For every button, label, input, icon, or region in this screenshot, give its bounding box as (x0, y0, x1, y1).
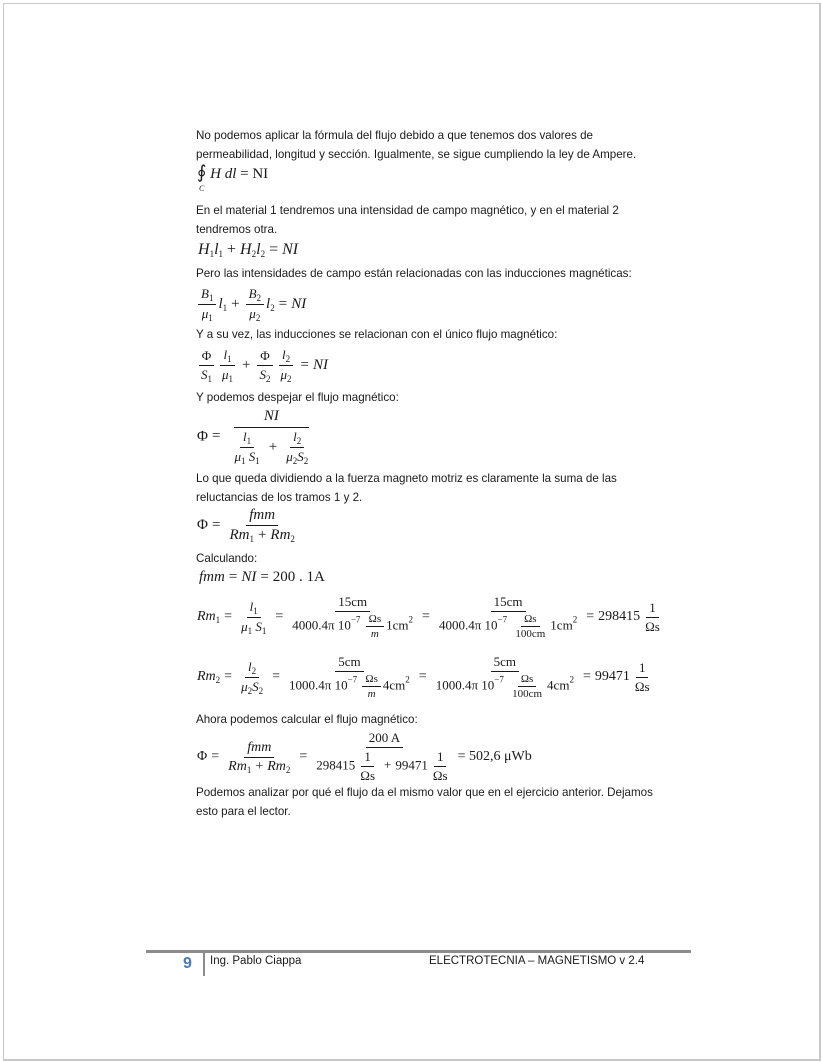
one: 1 (434, 749, 447, 767)
document-page (3, 3, 821, 1061)
equation-rm2: $Rm_2$ = $\frac{l_2}{\mu_2S_2}$ = 5cm 1000.4π $10^{-7}$ $\frac{\Omega s}{m}$ $4cm^2$ = 5cm 1000.4π $10^{-7}$ $\frac{\Omega s}{100cm}$ $4cm^2$ = 99471 $\frac{1}{\Omega s}$ (197, 654, 655, 700)
unit-100cm: 100cm (512, 688, 543, 700)
equation-fmm-value: fmm = NI = 200 . 1A (199, 569, 325, 585)
one: 1 (636, 660, 649, 678)
equation-phi-final: Φ = $\frac{\text{fmm}}{Rm_1 + Rm_2}$ = 200 A 298415 $\frac{1}{\Omega s}$ + 99471 $\frac{1}{\Omega s}$ = 502,6 μWb (197, 730, 532, 783)
fmm-result: 200 . 1A (272, 569, 325, 585)
rm2-factor-2: 1000.4π 10 (435, 677, 495, 693)
contour-label: C (199, 184, 205, 193)
rm2-exp: −7 (347, 674, 358, 685)
rm1-exp-2: −7 (497, 614, 508, 625)
phi-final-numerator: 200 A (366, 730, 403, 748)
rm1-length-2: 15cm (491, 594, 526, 612)
rm1-area: 1cm (386, 617, 409, 633)
footer-divider (146, 950, 691, 953)
rm2-exp-2: −7 (494, 674, 504, 685)
equation-rm1: $Rm_1$ = $\frac{l_1}{\mu_1 S_1}$ = 15cm 4000.4π $10^{-7}$ $\frac{\Omega s}{m}$ $1cm^2$ = 15cm 4000.4π $10^{-7}$ $\frac{\Omega s}{100cm}$ $1cm^2$ = 298415 $\frac{1}{\Omega s}$ (197, 594, 665, 640)
ohm-s: Ωs (521, 613, 539, 627)
paragraph-compute-flux: Ahora podemos calcular el flujo magnético: (196, 713, 418, 726)
paragraph-reluctance: Lo que queda dividiendo a la fuerza magneto motriz es claramente la suma de las reluctancias de los tramos 1 y 2. (196, 472, 617, 504)
ohm-s: Ωs (432, 768, 448, 783)
rm1-factor: 4000.4π 10 (292, 617, 351, 633)
equation-phi-over-s: $\frac{\Phi}{S_1}$ $\frac{l_1}{\mu_1}$ + $\frac{\Phi}{S_2}$ $\frac{l_2}{\mu_2}$ = NI (196, 347, 328, 384)
footer-document-title: ELECTROTECNIA – MAGNETISMO v 2.4 (429, 955, 645, 967)
one: 1 (361, 749, 374, 767)
paragraph-intro: No podemos aplicar la fórmula del flujo debido a que tenemos dos valores de permeabilidad, longitud y sección. Igualmente, se sigue cumpliendo la ley de Ampere. (196, 129, 637, 161)
paragraph-flux-relation: Y a su vez, las inducciones se relacionan con el único flujo magnético: (196, 328, 558, 341)
footer-separator (203, 952, 205, 976)
ohm-s: Ωs (362, 673, 380, 687)
paragraph-solve-flux: Y podemos despejar el flujo magnético: (196, 391, 399, 404)
rm2-length: 5cm (335, 654, 363, 672)
rm1-result: 298415 (598, 609, 641, 625)
ohm-s: Ωs (634, 678, 650, 694)
rm2-area: 4cm (382, 677, 406, 693)
equation-rhs: = NI (240, 166, 269, 182)
page-number: 9 (183, 955, 192, 972)
rm1-length: 15cm (335, 594, 370, 612)
equation-phi-solved: Φ = NI $\frac{l_1}{\mu_1 S_1}$ + $\frac{l_2}{\mu_2S_2}$ (197, 408, 309, 466)
paragraph-conclusion: Podemos analizar por qué el flujo da el mismo valor que en el ejercicio anterior. Dejamos esto para el lector. (196, 786, 653, 818)
one: 1 (646, 600, 659, 618)
rm1-exp: −7 (350, 614, 361, 625)
contour-integral-icon: ∮ (197, 162, 207, 182)
ohm-s: Ωs (518, 673, 536, 687)
fmm-symbol: fmm (199, 569, 225, 585)
rm1-area-2: 1cm (550, 617, 573, 633)
paragraph-materials: En el material 1 tendremos una intensidad de campo magnético, y en el material 2 tendremos otra. (196, 204, 619, 236)
phi-final-r2: 99471 (395, 757, 428, 773)
equation-b-over-mu: $\frac{B_1}{\mu_1}$ $l_1$ + $\frac{B_2}{\mu_2}$ $l_2$ = NI (196, 286, 306, 323)
unit-100cm: 100cm (515, 628, 546, 640)
ohm-s: Ωs (645, 618, 660, 634)
ohm-s: Ωs (360, 768, 376, 783)
equation-ampere-law: ∮ H dl = NI C (197, 162, 269, 193)
ni-symbol: NI (241, 569, 257, 585)
rm2-result: 99471 (594, 669, 630, 685)
unit-m: m (370, 628, 379, 640)
rm1-factor-2: 4000.4π 10 (438, 617, 498, 633)
phi-final-r1: 298415 (316, 757, 356, 773)
rm2-factor: 1000.4π 10 (289, 677, 348, 693)
footer-author: Ing. Pablo Ciappa (210, 955, 302, 967)
rm2-length-2: 5cm (491, 654, 519, 672)
paragraph-calculating: Calculando: (196, 552, 258, 565)
ohm-s: Ωs (366, 613, 384, 627)
rm2-area-2: 4cm (547, 677, 570, 693)
unit-m: m (367, 688, 376, 700)
equation-sum-hl: $H_1l_1 + H_2l_2$ = NI (198, 241, 299, 259)
phi-final-result: = 502,6 μWb (457, 749, 532, 765)
paragraph-inductions: Pero las intensidades de campo están relacionadas con las inducciones magnéticas: (196, 267, 632, 280)
equation-phi-fmm: Φ = $\frac{\text{fmm}}{Rm_1 + Rm_2}$ (197, 507, 295, 544)
